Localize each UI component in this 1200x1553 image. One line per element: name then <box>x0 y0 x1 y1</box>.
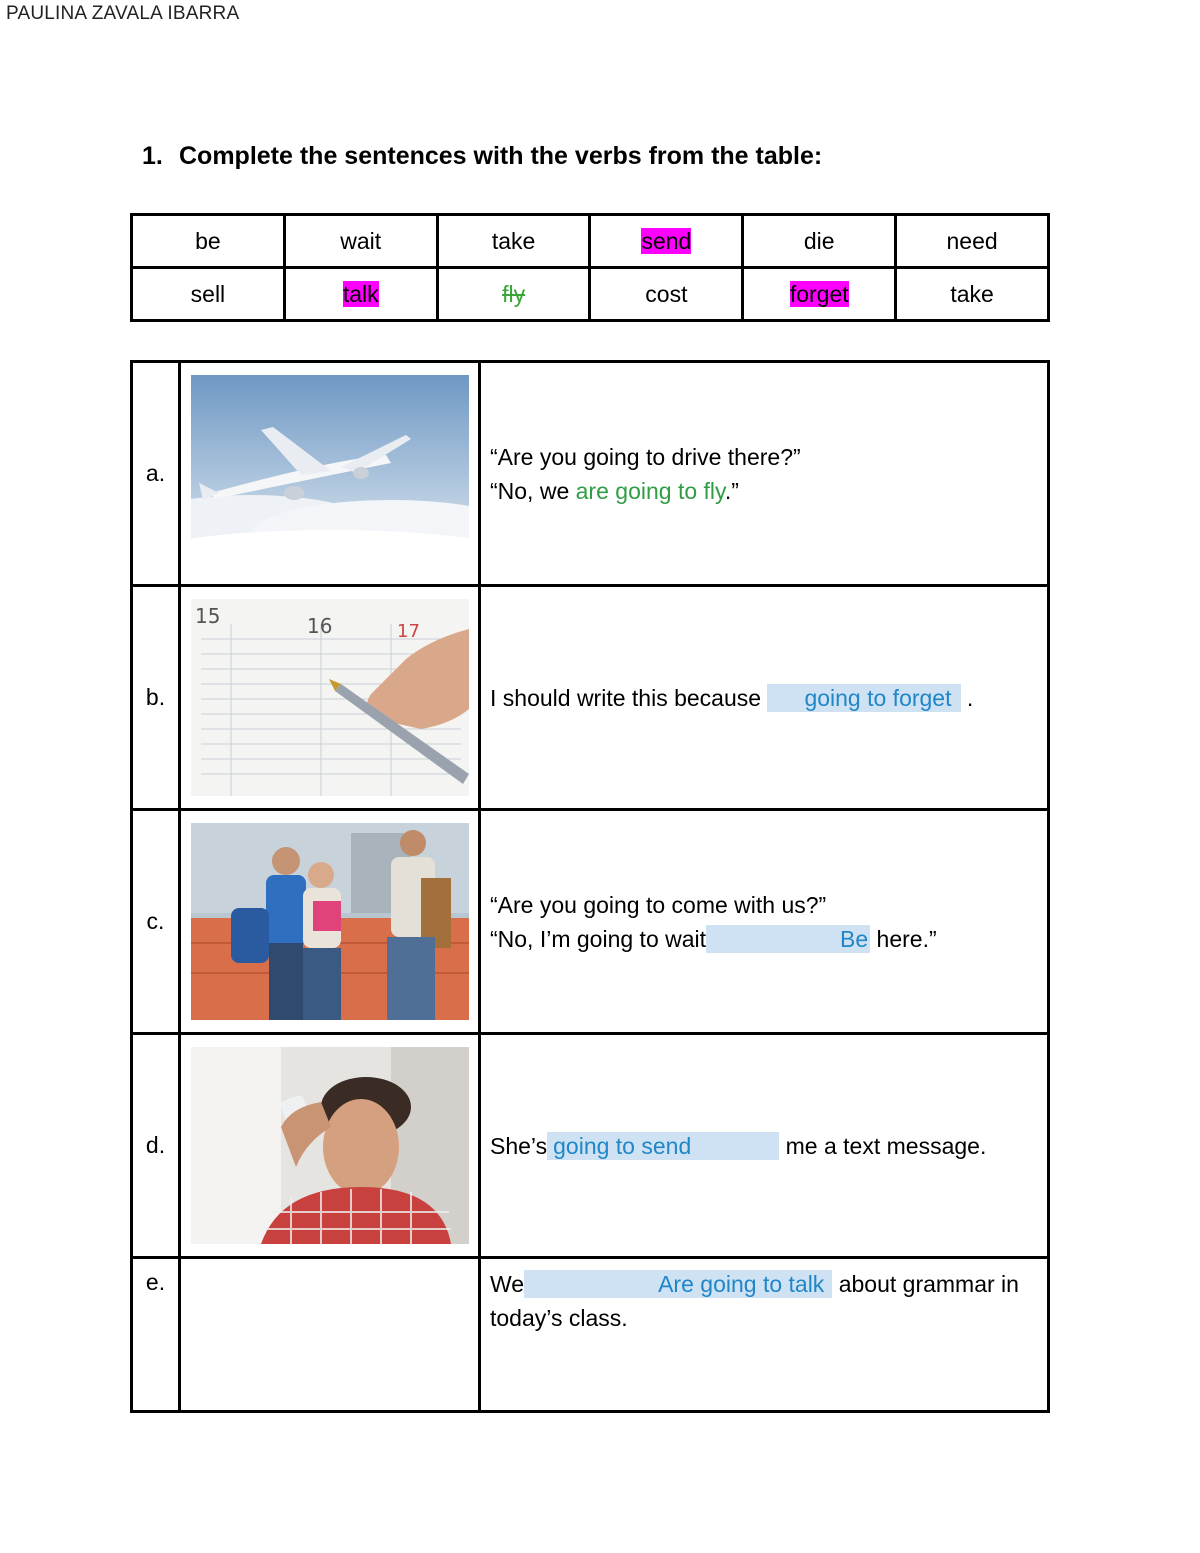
picture-cell <box>180 362 480 586</box>
sentence-text: me a text message. <box>779 1132 987 1159</box>
picture-cell-empty <box>180 1258 480 1412</box>
verb: cost <box>645 280 688 307</box>
exercise-row-e <box>132 1258 1049 1412</box>
sentence-cell <box>480 810 1049 1034</box>
verb: sell <box>190 280 226 307</box>
sentence-text: here.” <box>870 925 937 952</box>
verb-highlighted: send <box>641 227 692 254</box>
svg-text:15: 15 <box>194 604 220 628</box>
verb-cell <box>437 268 590 321</box>
sentence-text: She’s <box>490 1132 548 1159</box>
verb-row-1 <box>132 215 1049 268</box>
sentence-text: We <box>490 1271 525 1297</box>
picture-cell <box>180 810 480 1034</box>
exercise-row-a <box>132 362 1049 586</box>
sentence-text: .” <box>724 477 739 504</box>
verb-cell <box>743 215 896 268</box>
answer-blank[interactable]: Be <box>706 925 870 953</box>
item-letter: c. <box>132 810 180 1034</box>
man-on-phone-photo <box>191 1047 469 1244</box>
exercise-table <box>130 360 1050 1413</box>
sentence-line <box>490 922 1047 956</box>
answer-blank[interactable]: Are going to talk <box>524 1270 832 1298</box>
verb-cell <box>590 268 743 321</box>
sentence-text: “No, we <box>490 477 576 504</box>
sentence-line <box>490 474 1047 508</box>
answer-text[interactable]: are going to fly <box>575 477 725 504</box>
sentence-text: about grammar in today’s class. <box>490 1271 1019 1331</box>
sentence-line: “Are you going to drive there?” <box>490 443 801 470</box>
sentence-text: “No, I’m going to wait <box>490 925 707 952</box>
answer-blank[interactable]: going to forget <box>767 684 960 712</box>
item-letter: e. <box>132 1258 180 1412</box>
exercise-row-b <box>132 586 1049 810</box>
answer-blank[interactable]: going to send <box>547 1132 779 1160</box>
verb-cell <box>743 268 896 321</box>
friends-talking-photo <box>191 823 469 1020</box>
verb-cell <box>132 215 285 268</box>
sentence-cell <box>480 586 1049 810</box>
verb-highlighted: talk <box>342 280 379 307</box>
exercise-instruction: Complete the sentences with the verbs from the table: <box>179 142 823 170</box>
sentence-line: “Are you going to come with us?” <box>490 891 827 918</box>
calendar-writing-photo <box>191 599 469 796</box>
sentence-text: I should write this because <box>490 684 768 711</box>
exercise-heading <box>142 142 822 171</box>
verb-cell <box>896 215 1049 268</box>
verb: wait <box>340 227 382 254</box>
exercise-row-c <box>132 810 1049 1034</box>
airplane-photo <box>191 375 469 572</box>
verb: die <box>803 227 835 254</box>
svg-text:16: 16 <box>306 614 332 638</box>
verb-cell <box>284 268 437 321</box>
author-name: PAULINA ZAVALA IBARRA <box>6 3 240 24</box>
sentence-text: . <box>960 684 974 711</box>
sentence-cell <box>480 1258 1049 1412</box>
verb: take <box>491 227 536 254</box>
verb-crossed-out: fly <box>502 280 526 307</box>
sentence-cell <box>480 362 1049 586</box>
exercise-row-d <box>132 1034 1049 1258</box>
verb-cell <box>132 268 285 321</box>
item-letter: b. <box>132 586 180 810</box>
verb-highlighted: forget <box>789 280 849 307</box>
verb: need <box>946 227 998 254</box>
verb-cell <box>284 215 437 268</box>
verb-table <box>130 213 1050 322</box>
verb-cell <box>590 215 743 268</box>
verb: take <box>950 280 994 307</box>
picture-cell <box>180 1034 480 1258</box>
verb-cell <box>437 215 590 268</box>
verb-row-2 <box>132 268 1049 321</box>
sentence-cell <box>480 1034 1049 1258</box>
exercise-number: 1. <box>142 142 163 170</box>
svg-text:17: 17 <box>396 621 420 642</box>
picture-cell <box>180 586 480 810</box>
item-letter: a. <box>132 362 180 586</box>
verb: be <box>195 227 221 254</box>
verb-cell <box>896 268 1049 321</box>
item-letter: d. <box>132 1034 180 1258</box>
